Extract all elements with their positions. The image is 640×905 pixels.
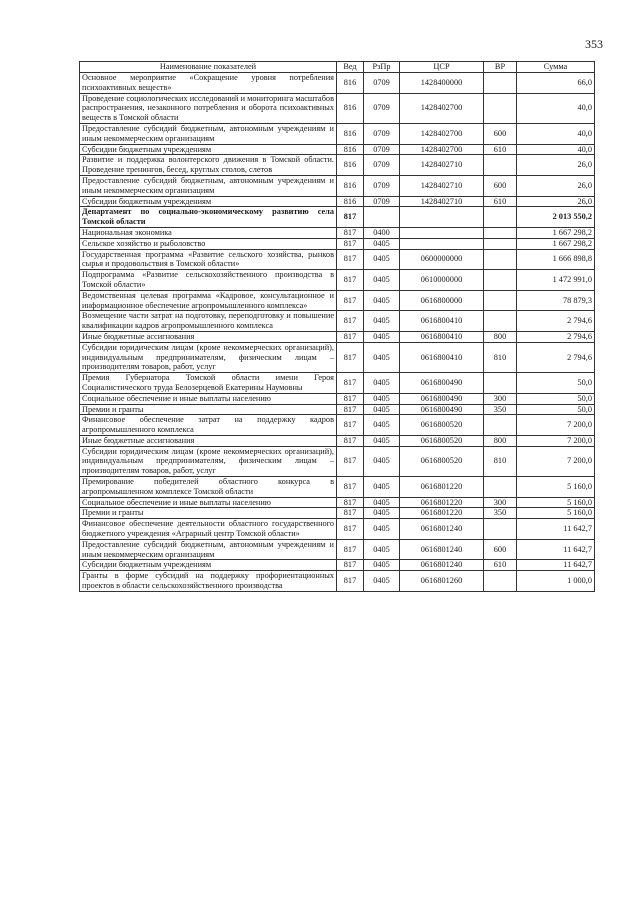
cell-csr <box>400 227 484 238</box>
cell-sum: 40,0 <box>517 123 595 144</box>
cell-ved: 817 <box>337 446 364 476</box>
cell-sum: 2 794,6 <box>517 342 595 372</box>
table-row <box>80 175 595 196</box>
cell-name: Сельское хозяйство и рыболовство <box>80 238 337 249</box>
cell-name: Премирование победителей областного конкурса в агропромышленном комплексе Томской области <box>80 477 337 498</box>
table-row <box>80 155 595 176</box>
cell-name: Субсидии бюджетным учреждениям <box>80 560 337 571</box>
cell-name: Национальная экономика <box>80 227 337 238</box>
cell-ved: 816 <box>337 93 364 123</box>
cell-csr: 1428402700 <box>400 93 484 123</box>
cell-vr: 610 <box>484 196 517 207</box>
cell-sum: 7 200,0 <box>517 415 595 436</box>
cell-sum: 11 642,7 <box>517 519 595 540</box>
cell-sum: 26,0 <box>517 175 595 196</box>
budget-table <box>79 61 595 592</box>
cell-vr: 600 <box>484 123 517 144</box>
header-sum: Сумма <box>517 62 595 73</box>
cell-rzpr: 0405 <box>364 539 400 560</box>
cell-rzpr: 0709 <box>364 123 400 144</box>
header-rzpr: РзПр <box>364 62 400 73</box>
cell-csr: 0616801240 <box>400 519 484 540</box>
cell-sum: 2 013 550,2 <box>517 207 595 228</box>
table-row <box>80 93 595 123</box>
cell-vr: 350 <box>484 404 517 415</box>
cell-rzpr: 0709 <box>364 93 400 123</box>
table-row <box>80 497 595 508</box>
cell-vr: 800 <box>484 435 517 446</box>
cell-ved: 817 <box>337 311 364 332</box>
table-row <box>80 446 595 476</box>
cell-name: Субсидии бюджетным учреждениям <box>80 144 337 155</box>
cell-vr <box>484 311 517 332</box>
table-header-row <box>80 62 595 73</box>
table-row <box>80 331 595 342</box>
table-row <box>80 227 595 238</box>
cell-rzpr: 0709 <box>364 155 400 176</box>
cell-csr: 1428400000 <box>400 73 484 94</box>
table-row <box>80 73 595 94</box>
cell-csr: 0616800520 <box>400 435 484 446</box>
cell-name: Основное мероприятие «Сокращение уровня потребления психоактивных веществ» <box>80 73 337 94</box>
cell-rzpr: 0405 <box>364 415 400 436</box>
cell-vr <box>484 477 517 498</box>
cell-name: Субсидии юридическим лицам (кроме некоммерческих организаций), индивидуальным предпринимателям, физическим лицам – производителям товаров, работ, услуг <box>80 446 337 476</box>
cell-sum: 11 642,7 <box>517 539 595 560</box>
cell-name: Иные бюджетные ассигнования <box>80 331 337 342</box>
cell-vr: 610 <box>484 144 517 155</box>
cell-ved: 817 <box>337 539 364 560</box>
cell-csr: 1428402710 <box>400 175 484 196</box>
cell-rzpr: 0405 <box>364 393 400 404</box>
cell-rzpr: 0405 <box>364 508 400 519</box>
cell-sum: 2 794,6 <box>517 311 595 332</box>
cell-vr: 600 <box>484 539 517 560</box>
cell-csr: 0616801220 <box>400 508 484 519</box>
cell-ved: 817 <box>337 331 364 342</box>
cell-csr: 0616800000 <box>400 290 484 311</box>
cell-rzpr: 0405 <box>364 238 400 249</box>
cell-csr: 1428402710 <box>400 155 484 176</box>
table-row <box>80 373 595 394</box>
cell-rzpr: 0709 <box>364 175 400 196</box>
cell-csr: 1428402700 <box>400 123 484 144</box>
cell-name: Премии и гранты <box>80 508 337 519</box>
cell-sum: 50,0 <box>517 404 595 415</box>
cell-sum: 1 667 298,2 <box>517 238 595 249</box>
cell-rzpr: 0405 <box>364 290 400 311</box>
cell-sum: 5 160,0 <box>517 497 595 508</box>
cell-rzpr: 0405 <box>364 571 400 592</box>
cell-vr <box>484 207 517 228</box>
cell-csr <box>400 238 484 249</box>
cell-name: Финансовое обеспечение затрат на поддержку кадров агропромышленного комплекса <box>80 415 337 436</box>
cell-name: Социальное обеспечение и иные выплаты населению <box>80 497 337 508</box>
cell-vr <box>484 249 517 270</box>
cell-rzpr: 0709 <box>364 73 400 94</box>
cell-rzpr: 0405 <box>364 435 400 446</box>
header-csr: ЦСР <box>400 62 484 73</box>
cell-rzpr: 0405 <box>364 249 400 270</box>
cell-vr <box>484 155 517 176</box>
cell-vr: 810 <box>484 342 517 372</box>
cell-csr: 0616800520 <box>400 415 484 436</box>
cell-csr: 0616801260 <box>400 571 484 592</box>
cell-vr: 810 <box>484 446 517 476</box>
header-ved: Вед <box>337 62 364 73</box>
cell-rzpr: 0405 <box>364 497 400 508</box>
cell-ved: 817 <box>337 207 364 228</box>
cell-ved: 817 <box>337 497 364 508</box>
cell-sum: 5 160,0 <box>517 508 595 519</box>
cell-sum: 7 200,0 <box>517 446 595 476</box>
cell-sum: 50,0 <box>517 393 595 404</box>
cell-vr: 610 <box>484 560 517 571</box>
cell-sum: 78 879,3 <box>517 290 595 311</box>
cell-name: Предоставление субсидий бюджетным, автономным учреждениям и иным некоммерческим организациям <box>80 175 337 196</box>
cell-sum: 5 160,0 <box>517 477 595 498</box>
cell-ved: 817 <box>337 238 364 249</box>
cell-vr <box>484 270 517 291</box>
cell-vr <box>484 415 517 436</box>
cell-rzpr: 0405 <box>364 331 400 342</box>
cell-name: Проведение социологических исследований и мониторинга масштабов распространения, незаконного потребления и оборота психоактивных веществ в Томской области <box>80 93 337 123</box>
cell-rzpr: 0405 <box>364 404 400 415</box>
cell-ved: 817 <box>337 571 364 592</box>
table-row <box>80 508 595 519</box>
cell-sum: 1 666 898,8 <box>517 249 595 270</box>
table-row <box>80 519 595 540</box>
cell-sum: 26,0 <box>517 196 595 207</box>
cell-rzpr: 0405 <box>364 560 400 571</box>
cell-csr: 0616800410 <box>400 342 484 372</box>
cell-csr: 0610000000 <box>400 270 484 291</box>
cell-csr: 0616800490 <box>400 393 484 404</box>
cell-name: Премия Губернатора Томской области имени Героя Социалистического труда Белозерцевой Екатерины Наумовны <box>80 373 337 394</box>
cell-ved: 817 <box>337 373 364 394</box>
table-row <box>80 144 595 155</box>
cell-name: Социальное обеспечение и иные выплаты населению <box>80 393 337 404</box>
cell-csr: 0616800410 <box>400 311 484 332</box>
table-row <box>80 571 595 592</box>
cell-sum: 26,0 <box>517 155 595 176</box>
cell-sum: 7 200,0 <box>517 435 595 446</box>
cell-ved: 817 <box>337 477 364 498</box>
cell-rzpr: 0405 <box>364 270 400 291</box>
cell-csr: 1428402710 <box>400 196 484 207</box>
cell-name: Подпрограмма «Развитие сельскохозяйственного производства в Томской области» <box>80 270 337 291</box>
cell-rzpr: 0405 <box>364 519 400 540</box>
cell-name: Возмещение части затрат на подготовку, переподготовку и повышение квалификации кадров агропромышленного комплекса <box>80 311 337 332</box>
cell-sum: 40,0 <box>517 93 595 123</box>
table-row <box>80 196 595 207</box>
cell-ved: 816 <box>337 196 364 207</box>
cell-name: Субсидии бюджетным учреждениям <box>80 196 337 207</box>
cell-csr: 0600000000 <box>400 249 484 270</box>
cell-vr: 800 <box>484 331 517 342</box>
cell-sum: 1 472 991,0 <box>517 270 595 291</box>
cell-csr: 0616800520 <box>400 446 484 476</box>
cell-name: Финансовое обеспечение деятельности областного государственного бюджетного учреждения «Аграрный центр Томской области» <box>80 519 337 540</box>
cell-sum: 1 000,0 <box>517 571 595 592</box>
table-row <box>80 393 595 404</box>
cell-ved: 817 <box>337 270 364 291</box>
page-number: 353 <box>585 37 603 51</box>
cell-name: Предоставление субсидий бюджетным, автономным учреждениям и иным некоммерческим организациям <box>80 539 337 560</box>
cell-name: Государственная программа «Развитие сельского хозяйства, рынков сырья и продовольствия в Томской области» <box>80 249 337 270</box>
cell-rzpr: 0405 <box>364 342 400 372</box>
cell-vr <box>484 93 517 123</box>
cell-rzpr: 0400 <box>364 227 400 238</box>
table-row <box>80 435 595 446</box>
cell-name: Гранты в форме субсидий на поддержку профориентационных проектов в области сельскохозяйственного производства <box>80 571 337 592</box>
cell-csr: 1428402700 <box>400 144 484 155</box>
cell-name: Субсидии юридическим лицам (кроме некоммерческих организаций), индивидуальным предпринимателям, физическим лицам – производителям товаров, работ, услуг <box>80 342 337 372</box>
header-vr: ВР <box>484 62 517 73</box>
cell-ved: 817 <box>337 508 364 519</box>
cell-ved: 816 <box>337 73 364 94</box>
cell-vr <box>484 519 517 540</box>
table-row <box>80 123 595 144</box>
cell-ved: 817 <box>337 404 364 415</box>
cell-vr: 600 <box>484 175 517 196</box>
cell-ved: 817 <box>337 519 364 540</box>
cell-ved: 817 <box>337 227 364 238</box>
table-row <box>80 560 595 571</box>
cell-name: Иные бюджетные ассигнования <box>80 435 337 446</box>
table-row <box>80 477 595 498</box>
cell-vr <box>484 238 517 249</box>
cell-csr: 0616801240 <box>400 539 484 560</box>
table-row <box>80 290 595 311</box>
cell-ved: 817 <box>337 415 364 436</box>
cell-sum: 50,0 <box>517 373 595 394</box>
cell-vr <box>484 373 517 394</box>
cell-ved: 817 <box>337 435 364 446</box>
table-row <box>80 249 595 270</box>
table-row <box>80 404 595 415</box>
table-row <box>80 539 595 560</box>
cell-rzpr: 0709 <box>364 196 400 207</box>
cell-ved: 816 <box>337 155 364 176</box>
table-row <box>80 238 595 249</box>
cell-name: Развитие и поддержка волонтерского движения в Томской области. Проведение тренингов, бесед, круглых столов, слетов <box>80 155 337 176</box>
cell-ved: 817 <box>337 342 364 372</box>
cell-csr: 0616800490 <box>400 373 484 394</box>
table-row <box>80 342 595 372</box>
cell-ved: 816 <box>337 123 364 144</box>
table-row <box>80 415 595 436</box>
cell-csr: 0616800490 <box>400 404 484 415</box>
cell-csr: 0616801220 <box>400 477 484 498</box>
cell-sum: 40,0 <box>517 144 595 155</box>
cell-sum: 2 794,6 <box>517 331 595 342</box>
cell-ved: 817 <box>337 560 364 571</box>
cell-rzpr: 0405 <box>364 373 400 394</box>
cell-ved: 817 <box>337 249 364 270</box>
cell-vr <box>484 73 517 94</box>
table-row <box>80 311 595 332</box>
cell-vr: 300 <box>484 393 517 404</box>
cell-ved: 817 <box>337 393 364 404</box>
cell-vr: 350 <box>484 508 517 519</box>
cell-ved: 816 <box>337 175 364 196</box>
header-name: Наименование показателей <box>80 62 337 73</box>
cell-sum: 11 642,7 <box>517 560 595 571</box>
cell-csr: 0616801220 <box>400 497 484 508</box>
cell-rzpr <box>364 207 400 228</box>
cell-rzpr: 0709 <box>364 144 400 155</box>
cell-name: Ведомственная целевая программа «Кадровое, консультационное и информационное обеспечение агропромышленного комплекса» <box>80 290 337 311</box>
cell-name: Премии и гранты <box>80 404 337 415</box>
cell-ved: 817 <box>337 290 364 311</box>
cell-csr: 0616801240 <box>400 560 484 571</box>
cell-csr <box>400 207 484 228</box>
cell-sum: 66,0 <box>517 73 595 94</box>
cell-ved: 816 <box>337 144 364 155</box>
cell-vr <box>484 227 517 238</box>
cell-csr: 0616800410 <box>400 331 484 342</box>
cell-name: Департамент по социально-экономическому развитию села Томской области <box>80 207 337 228</box>
table-row <box>80 207 595 228</box>
cell-vr <box>484 290 517 311</box>
cell-rzpr: 0405 <box>364 477 400 498</box>
cell-rzpr: 0405 <box>364 446 400 476</box>
cell-name: Предоставление субсидий бюджетным, автономным учреждениям и иным некоммерческим организациям <box>80 123 337 144</box>
cell-vr <box>484 571 517 592</box>
table-row <box>80 270 595 291</box>
cell-sum: 1 667 298,2 <box>517 227 595 238</box>
cell-vr: 300 <box>484 497 517 508</box>
cell-rzpr: 0405 <box>364 311 400 332</box>
